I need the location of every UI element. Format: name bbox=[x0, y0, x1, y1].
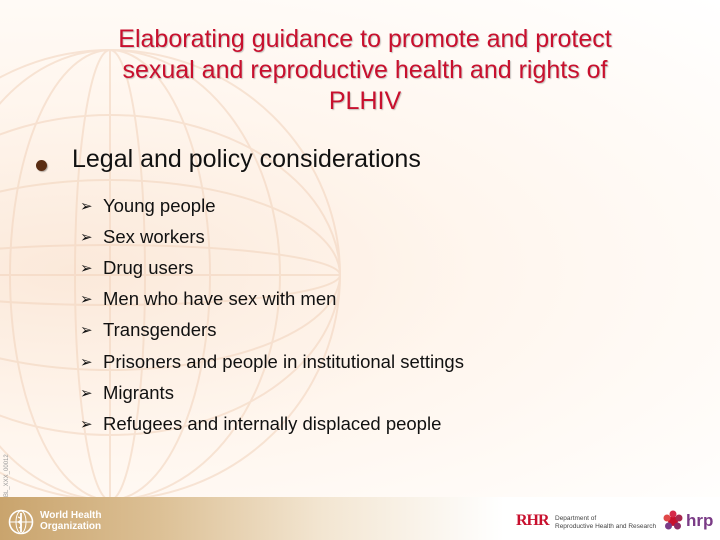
arrow-bullet-icon: ➢ bbox=[80, 415, 93, 433]
list-item bbox=[80, 408, 464, 439]
hrp-flower-icon bbox=[662, 509, 684, 533]
hrp-logo-text: hrp bbox=[686, 511, 714, 530]
round-bullet-icon bbox=[36, 160, 47, 171]
list-item-label: Sex workers bbox=[103, 225, 205, 247]
list-item-label: Refugees and internally displaced people bbox=[103, 412, 442, 434]
who-logo-text: World Health Organization bbox=[40, 510, 102, 532]
arrow-bullet-icon: ➢ bbox=[80, 197, 93, 215]
list-item bbox=[80, 252, 464, 283]
list-item bbox=[80, 190, 464, 221]
rhr-department-text: Department of Reproductive Health and Research bbox=[555, 515, 657, 530]
arrow-bullet-icon: ➢ bbox=[80, 384, 93, 402]
list-item-label: Men who have sex with men bbox=[103, 288, 337, 310]
list-item bbox=[80, 284, 464, 315]
list-item-label: Transgenders bbox=[103, 319, 217, 341]
vertical-code-label: BL_XXX_00012 bbox=[4, 454, 10, 497]
bullet-list bbox=[80, 190, 464, 440]
arrow-bullet-icon: ➢ bbox=[80, 322, 93, 340]
list-item bbox=[80, 221, 464, 252]
list-item bbox=[80, 346, 464, 377]
slide-title: Elaborating guidance to promote and protect sexual and reproductive health and rights of PLHIV bbox=[118, 25, 612, 115]
list-item-label: Prisoners and people in institutional settings bbox=[103, 350, 464, 372]
list-item-label: Migrants bbox=[103, 381, 174, 403]
arrow-bullet-icon: ➢ bbox=[80, 228, 93, 246]
arrow-bullet-icon: ➢ bbox=[80, 353, 93, 371]
arrow-bullet-icon: ➢ bbox=[80, 259, 93, 277]
rhr-logo: RHR bbox=[516, 512, 549, 529]
list-item-label: Young people bbox=[103, 194, 216, 216]
list-item-label: Drug users bbox=[103, 256, 194, 278]
list-item bbox=[80, 315, 464, 346]
arrow-bullet-icon: ➢ bbox=[80, 291, 93, 309]
who-emblem-icon bbox=[8, 509, 34, 535]
main-heading: Legal and policy considerations bbox=[72, 145, 421, 173]
list-item bbox=[80, 377, 464, 408]
